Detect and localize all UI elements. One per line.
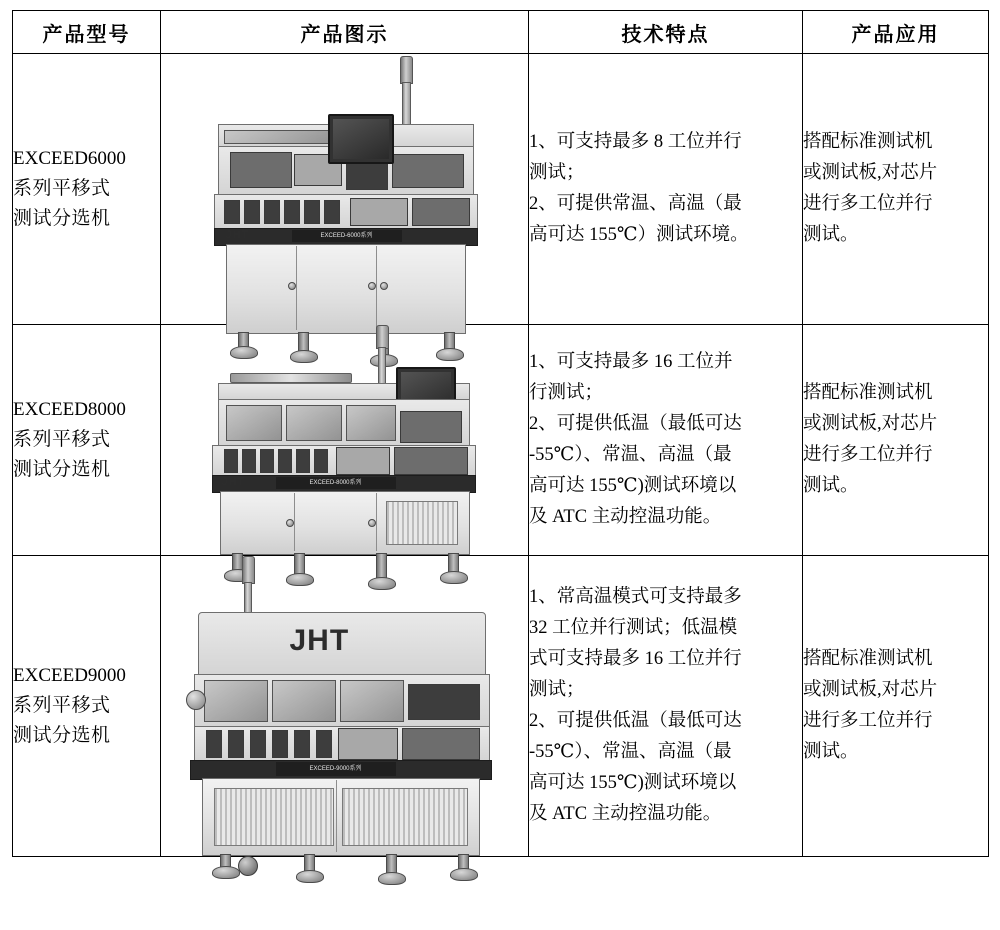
model-line: 测试分选机 [13,459,111,480]
table-row [13,54,989,325]
feature-line: -55℃）、常温、高温（最 [529,445,732,465]
machine-logo: JHT [221,476,246,488]
application-line: 测试。 [803,476,859,496]
header-row [13,11,989,54]
feature-line: 及 ATC 主动控温功能。 [529,804,722,824]
application-line: 或测试板,对芯片 [803,414,938,434]
column-header-figure: 产品图示 [161,11,529,54]
cell-figure-8000 [161,325,529,556]
feature-line: 式可支持最多 16 工位并行 [529,649,742,669]
feature-line: 2、可提供低温（最低可达 [529,711,742,731]
machine-logo: JHT [225,229,250,241]
feature-line: 2、可提供低温（最低可达 [529,414,742,434]
exceed8000-handler-photo [190,325,500,555]
model-line: EXCEED6000 [13,148,126,169]
exceed6000-handler-photo [200,54,490,324]
feature-line: -55℃）、常温、高温（最 [529,742,732,762]
application-line: 搭配标准测试机 [803,132,933,152]
feature-line: 高可达 155℃)测试环境以 [529,476,737,496]
product-spec-table [12,10,989,857]
cell-model-9000 [13,556,161,857]
feature-line: 32 工位并行测试；低温模 [529,618,738,638]
application-line: 测试。 [803,742,859,762]
table-header [13,11,989,54]
machine-label: EXCEED-9000系列 [276,762,396,776]
feature-line: 测试； [529,163,585,183]
column-header-features: 技术特点 [529,11,803,54]
application-line: 进行多工位并行 [803,445,933,465]
table-row [13,556,989,857]
cell-features-8000 [529,325,803,556]
model-line: EXCEED9000 [13,665,126,686]
cell-figure-6000 [161,54,529,325]
model-line: 系列平移式 [13,695,111,716]
column-header-applications: 产品应用 [803,11,989,54]
table-body [13,54,989,857]
feature-line: 及 ATC 主动控温功能。 [529,507,722,527]
model-line: EXCEED8000 [13,399,126,420]
feature-line: 高可达 155℃)测试环境以 [529,773,737,793]
machine-logo: JHT [289,624,350,657]
machine-label: EXCEED-6000系列 [292,230,402,242]
feature-line: 2、可提供常温、高温（最 [529,194,742,214]
table-row [13,325,989,556]
cell-features-6000 [529,54,803,325]
application-line: 或测试板,对芯片 [803,680,938,700]
feature-line: 1、常高温模式可支持最多 [529,587,742,607]
application-line: 进行多工位并行 [803,194,933,214]
application-line: 或测试板,对芯片 [803,163,938,183]
cell-applications-9000 [803,556,989,857]
column-header-model: 产品型号 [13,11,161,54]
model-line: 系列平移式 [13,429,111,450]
cell-features-9000 [529,556,803,857]
application-line: 进行多工位并行 [803,711,933,731]
cell-model-8000 [13,325,161,556]
feature-line: 测试； [529,680,585,700]
application-line: 搭配标准测试机 [803,649,933,669]
feature-line: 高可达 155℃）测试环境。 [529,225,749,245]
application-line: 测试。 [803,225,859,245]
model-line: 测试分选机 [13,208,111,229]
cell-applications-6000 [803,54,989,325]
exceed9000-handler-photo [180,556,510,856]
feature-line: 1、可支持最多 8 工位并行 [529,132,742,152]
feature-line: 行测试； [529,383,604,403]
cell-model-6000 [13,54,161,325]
feature-line: 1、可支持最多 16 工位并 [529,352,733,372]
model-line: 测试分选机 [13,725,111,746]
model-line: 系列平移式 [13,178,111,199]
application-line: 搭配标准测试机 [803,383,933,403]
cell-applications-8000 [803,325,989,556]
machine-label: EXCEED-8000系列 [276,477,396,489]
cell-figure-9000 [161,556,529,857]
